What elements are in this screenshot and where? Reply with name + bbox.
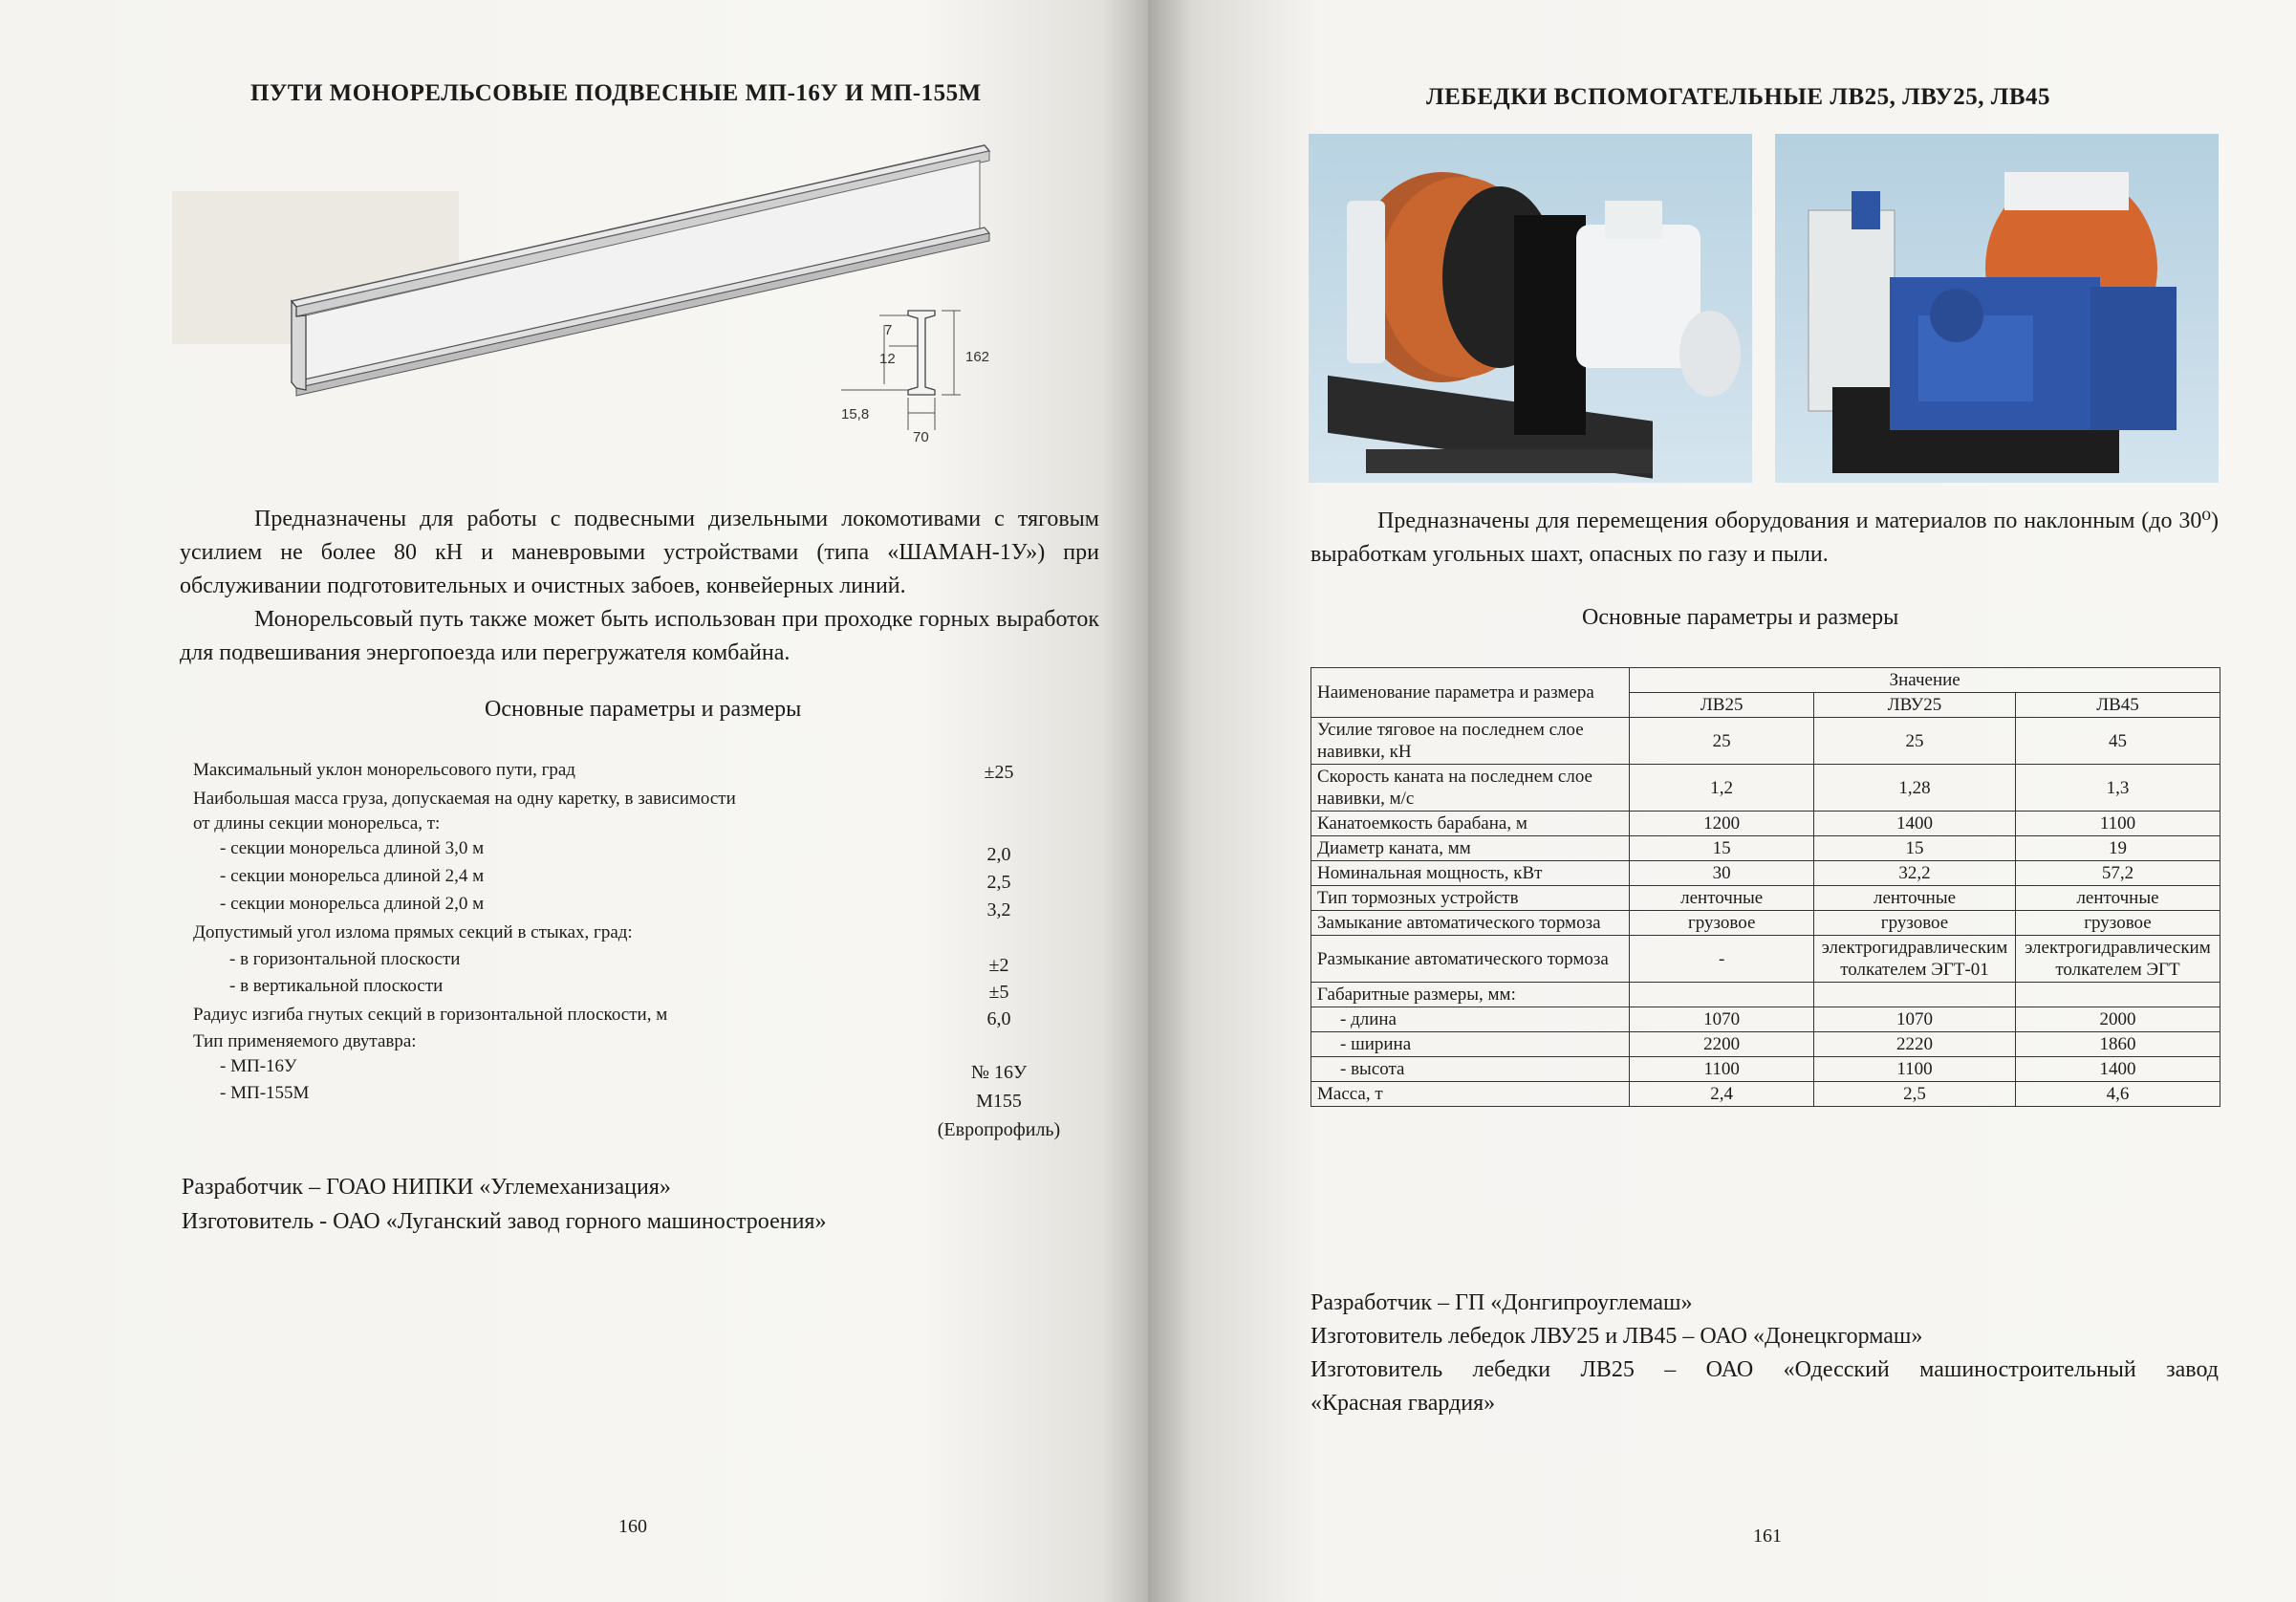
row-name: Габаритные размеры, мм:: [1311, 983, 1630, 1007]
table-cell: ленточные: [1814, 886, 2016, 911]
table-cell: 25: [1814, 718, 2016, 765]
left-paragraph-2: Монорельсовый путь также может быть использован при проходке горных выработок для подвешивания энергопоезда или перегружателя комбайна.: [180, 607, 1099, 665]
spec-row: Допустимый угол излома прямых секций в стыках, град:: [193, 922, 633, 942]
row-name: Номинальная мощность, кВт: [1311, 861, 1630, 886]
spec-value: ±5: [988, 982, 1009, 1003]
spec-value: ±2: [988, 955, 1009, 976]
table-cell: 15: [1814, 836, 2016, 861]
right-params-title: Основные параметры и размеры: [1582, 605, 1899, 630]
spec-value: 6,0: [986, 1008, 1011, 1029]
spec-row: - МП-16У: [220, 1056, 297, 1076]
params-table: [1310, 667, 2220, 1107]
dim-height: 162: [965, 349, 990, 365]
table-cell: 2000: [2016, 1007, 2220, 1032]
row-name: - ширина: [1311, 1032, 1630, 1057]
row-name: Скорость каната на последнем слое навивки, м/с: [1311, 765, 1630, 812]
dim-width: 70: [913, 429, 929, 445]
table-cell: 1,3: [2016, 765, 2220, 812]
spec-row: Тип применяемого двутавра:: [193, 1031, 417, 1051]
spec-value: М155: [976, 1091, 1022, 1112]
table-cell: 45: [2016, 718, 2220, 765]
table-row: [1311, 983, 2220, 1007]
table-cell: 32,2: [1814, 861, 2016, 886]
table-cell: 1100: [1814, 1057, 2016, 1082]
table-cell: 2200: [1630, 1032, 1814, 1057]
column-header: ЛВУ25: [1814, 693, 2016, 718]
table-cell: 1070: [1630, 1007, 1814, 1032]
table-cell: ленточные: [2016, 886, 2220, 911]
i-beam-drawing: [172, 134, 1090, 468]
table-row: [1311, 812, 2220, 836]
table-header-row: [1311, 668, 2220, 693]
row-name: Усилие тяговое на последнем слое навивки, кН: [1311, 718, 1630, 765]
table-cell: 1400: [1814, 812, 2016, 836]
spec-value: (Европрофиль): [937, 1119, 1061, 1140]
table-cell: 25: [1630, 718, 1814, 765]
spec-row: - в горизонтальной плоскости: [229, 949, 461, 969]
right-manufacturer-2: Изготовитель лебедки ЛВ25 – ОАО «Одесский машиностроительный завод: [1310, 1357, 2219, 1382]
winch-photo-2: [1775, 134, 2219, 483]
row-name: Размыкание автоматического тормоза: [1311, 936, 1630, 983]
table-cell: -: [1630, 936, 1814, 983]
table-cell: 2,5: [1814, 1082, 2016, 1107]
table-cell: 2,4: [1630, 1082, 1814, 1107]
row-name: Масса, т: [1311, 1082, 1630, 1107]
row-name: Замыкание автоматического тормоза: [1311, 911, 1630, 936]
table-row: [1311, 1007, 2220, 1032]
table-cell: [2016, 983, 2220, 1007]
row-name: Канатоемкость барабана, м: [1311, 812, 1630, 836]
row-name: Тип тормозных устройств: [1311, 886, 1630, 911]
dim-web: 12: [879, 351, 896, 367]
table-cell: 1100: [2016, 812, 2220, 836]
spec-value: 3,2: [986, 899, 1011, 920]
winch-photo-1: [1309, 134, 1752, 483]
table-cell: [1814, 983, 2016, 1007]
table-row: [1311, 861, 2220, 886]
spec-row: Максимальный уклон монорельсового пути, град: [193, 760, 575, 780]
table-cell: 1100: [1630, 1057, 1814, 1082]
spec-row: - секции монорельса длиной 2,4 м: [220, 866, 485, 886]
table-cell: 1860: [2016, 1032, 2220, 1057]
table-row: [1311, 836, 2220, 861]
row-name: - длина: [1311, 1007, 1630, 1032]
table-cell: электрогидравлическим толкателем ЭГТ: [2016, 936, 2220, 983]
table-cell: 19: [2016, 836, 2220, 861]
right-page-title: ЛЕБЕДКИ ВСПОМОГАТЕЛЬНЫЕ ЛВ25, ЛВУ25, ЛВ45: [1426, 84, 2051, 110]
left-params-title: Основные параметры и размеры: [485, 697, 802, 722]
spec-row: - секции монорельса длиной 2,0 м: [220, 894, 485, 914]
left-paragraph-1: Предназначены для работы с подвесными дизельными локомотивами с тяговым усилием не более 80 кН и маневровыми устройствами (типа «ШАМАН-1У») при обслуживании подготовительных и очистных забоев, конвейерных линий.: [180, 507, 1099, 598]
table-row: [1311, 1082, 2220, 1107]
table-cell: 2220: [1814, 1032, 2016, 1057]
table-row: [1311, 1032, 2220, 1057]
table-row: [1311, 936, 2220, 983]
spec-row: Наибольшая масса груза, допускаемая на одну каретку, в зависимости: [193, 789, 736, 809]
table-cell: грузовое: [1630, 911, 1814, 936]
left-developer: Разработчик – ГОАО НИПКИ «Углемеханизация»: [182, 1175, 671, 1200]
left-manufacturer: Изготовитель - ОАО «Луганский завод горного машиностроения»: [182, 1209, 827, 1234]
table-cell: [1630, 983, 1814, 1007]
spec-row: от длины секции монорельса, т:: [193, 813, 441, 833]
table-cell: 1070: [1814, 1007, 2016, 1032]
left-page-title: ПУТИ МОНОРЕЛЬСОВЫЕ ПОДВЕСНЫЕ МП-16У И МП-155М: [250, 80, 982, 106]
table-cell: 57,2: [2016, 861, 2220, 886]
column-header: ЛВ25: [1630, 693, 1814, 718]
table-cell: грузовое: [1814, 911, 2016, 936]
spec-value: 2,0: [986, 844, 1011, 865]
spec-row: Радиус изгиба гнутых секций в горизонтальной плоскости, м: [193, 1005, 668, 1025]
table-cell: 30: [1630, 861, 1814, 886]
table-cell: 1200: [1630, 812, 1814, 836]
table-row: [1311, 886, 2220, 911]
spec-value: 2,5: [986, 872, 1011, 893]
table-row: [1311, 765, 2220, 812]
header-value: Значение: [1630, 668, 2220, 693]
spec-row: - в вертикальной плоскости: [229, 976, 444, 996]
table-row: [1311, 911, 2220, 936]
spec-row: - секции монорельса длиной 3,0 м: [220, 838, 485, 858]
table-row: [1311, 718, 2220, 765]
dim-flange-thickness: 15,8: [841, 406, 870, 422]
column-header: ЛВ45: [2016, 693, 2220, 718]
header-param: Наименование параметра и размера: [1311, 668, 1630, 718]
spec-value: № 16У: [970, 1062, 1028, 1083]
table-cell: 1400: [2016, 1057, 2220, 1082]
right-manufacturer-2-cont: «Красная гвардия»: [1310, 1391, 1496, 1416]
spec-value: ±25: [984, 762, 1014, 783]
table-cell: 1,2: [1630, 765, 1814, 812]
dim-top-flange: 7: [884, 322, 893, 338]
page-number: 160: [618, 1516, 647, 1537]
page-number: 161: [1753, 1526, 1782, 1547]
table-cell: 15: [1630, 836, 1814, 861]
table-cell: грузовое: [2016, 911, 2220, 936]
spec-row: - МП-155М: [220, 1083, 310, 1103]
right-paragraph: Предназначены для перемещения оборудования и материалов по наклонным (до 30⁰) выработкам угольных шахт, опасных по газу и пыли.: [1310, 509, 2219, 567]
row-name: Диаметр каната, мм: [1311, 836, 1630, 861]
right-developer: Разработчик – ГП «Донгипроуглемаш»: [1310, 1290, 1693, 1315]
row-name: - высота: [1311, 1057, 1630, 1082]
table-cell: 4,6: [2016, 1082, 2220, 1107]
table-cell: электрогидравлическим толкателем ЭГТ-01: [1814, 936, 2016, 983]
table-cell: ленточные: [1630, 886, 1814, 911]
right-page: [1148, 0, 2296, 1602]
table-cell: 1,28: [1814, 765, 2016, 812]
right-manufacturer-1: Изготовитель лебедок ЛВУ25 и ЛВ45 – ОАО «Донецкгормаш»: [1310, 1324, 1923, 1349]
table-row: [1311, 1057, 2220, 1082]
